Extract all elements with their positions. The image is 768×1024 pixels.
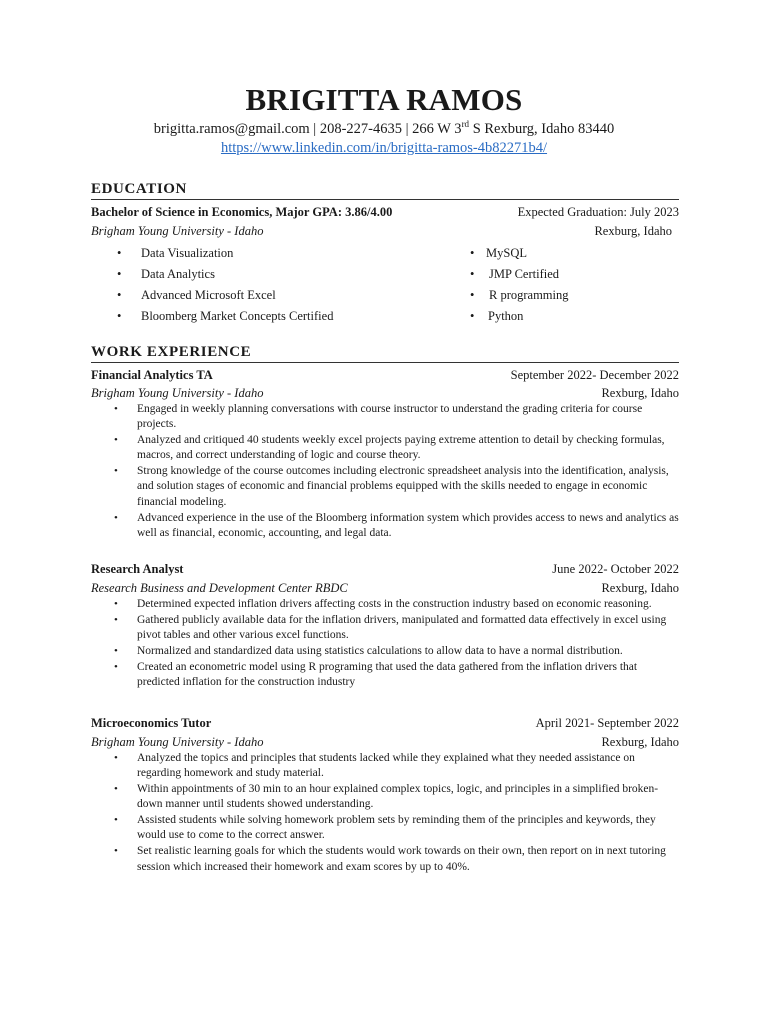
list-item: • Strong knowledge of the course outcomes including electronic spreadsheet analysis into the identification, analysis, and solution stages of economic and financial problems equipped with the skills needed to engage in economic financial modeling. (114, 464, 680, 510)
skill-item: • Data Analytics (117, 267, 215, 281)
linkedin-link[interactable]: https://www.linkedin.com/in/brigitta-ramos-4b82271b4/ (220, 140, 548, 156)
graduation-date: Expected Graduation: July 2023 (517, 205, 679, 219)
job-location: Rexburg, Idaho (601, 735, 679, 749)
skill-item: • JMP Certified (470, 267, 560, 281)
school-location: Rexburg, Idaho (594, 224, 672, 238)
job-location: Rexburg, Idaho (601, 581, 679, 595)
job-dates: April 2021- September 2022 (535, 716, 679, 730)
job-bullets (114, 751, 680, 875)
job-title: Financial Analytics TA (91, 368, 213, 382)
job-dates: June 2022- October 2022 (552, 562, 679, 576)
job-dates: September 2022- December 2022 (510, 368, 679, 382)
contact-line (0, 121, 768, 138)
job-location: Rexburg, Idaho (601, 386, 679, 400)
contact-superscript: rd (461, 119, 470, 130)
list-item: • Normalized and standardized data using statistics calculations to allow data to have a normal distribution. (114, 644, 680, 659)
list-item: • Set realistic learning goals for which the students would work towards on their own, then report on in next tutoring session which increased their homework and exam scores by up to 40%. (114, 844, 680, 875)
skill-item: • Python (470, 309, 524, 323)
list-item: • Engaged in weekly planning conversations with course instructor to understand the grading criteria for course projects. (114, 402, 680, 433)
job-title: Microeconomics Tutor (91, 716, 212, 730)
skill-item: • R programming (470, 288, 569, 302)
contact-text: brigitta.ramos@gmail.com | 208-227-4635 | 266 W 3 (153, 121, 462, 137)
degree-title: Bachelor of Science in Economics, Major GPA: 3.86/4.00 (91, 205, 393, 219)
list-item: • Analyzed the topics and principles that students lacked while they explained what they needed assistance on regarding homework and study material. (114, 751, 680, 782)
list-item: • Analyzed and critiqued 40 students weekly excel projects paying extreme attention to detail by checking formulas, macros, and correct understanding of logic and course theory. (114, 433, 680, 464)
skill-item: • Advanced Microsoft Excel (117, 288, 276, 302)
work-heading: WORK EXPERIENCE (91, 344, 679, 363)
job-organization: Brigham Young University - Idaho (91, 735, 264, 749)
job-organization: Research Business and Development Center RBDC (91, 581, 348, 595)
job-organization: Brigham Young University - Idaho (91, 386, 264, 400)
list-item: • Advanced experience in the use of the Bloomberg information system which provides access to news and analytics as well as financial, economic, accounting, and legal data. (114, 511, 680, 542)
job-title: Research Analyst (91, 562, 184, 576)
candidate-name: BRIGITTA RAMOS (245, 82, 523, 117)
list-item: • Gathered publicly available data for the inflation drivers, manipulated and formatted data effectively in excel using pivot tables and other various excel functions. (114, 613, 680, 644)
job-bullets (114, 402, 680, 542)
linkedin-line (0, 140, 768, 157)
skill-item: • MySQL (470, 246, 527, 260)
list-item: • Within appointments of 30 min to an hour explained complex topics, logic, and principles in a simplified broken-down manner until students showed understanding. (114, 782, 680, 813)
school-name: Brigham Young University - Idaho (91, 224, 264, 238)
list-item: • Determined expected inflation drivers affecting costs in the construction industry based on economic reasoning. (114, 597, 680, 612)
contact-address: S Rexburg, Idaho 83440 (469, 121, 615, 137)
skill-item: • Data Visualization (117, 246, 234, 260)
job-bullets (114, 597, 680, 691)
education-heading: EDUCATION (91, 181, 679, 200)
skill-item: • Bloomberg Market Concepts Certified (117, 309, 334, 323)
list-item: • Assisted students while solving homework problem sets by reminding them of the principles and keywords, they would use to come to the correct answer. (114, 813, 680, 844)
list-item: • Created an econometric model using R programing that used the data gathered from the inflation drivers that predicted inflation for the construction industry (114, 660, 680, 691)
